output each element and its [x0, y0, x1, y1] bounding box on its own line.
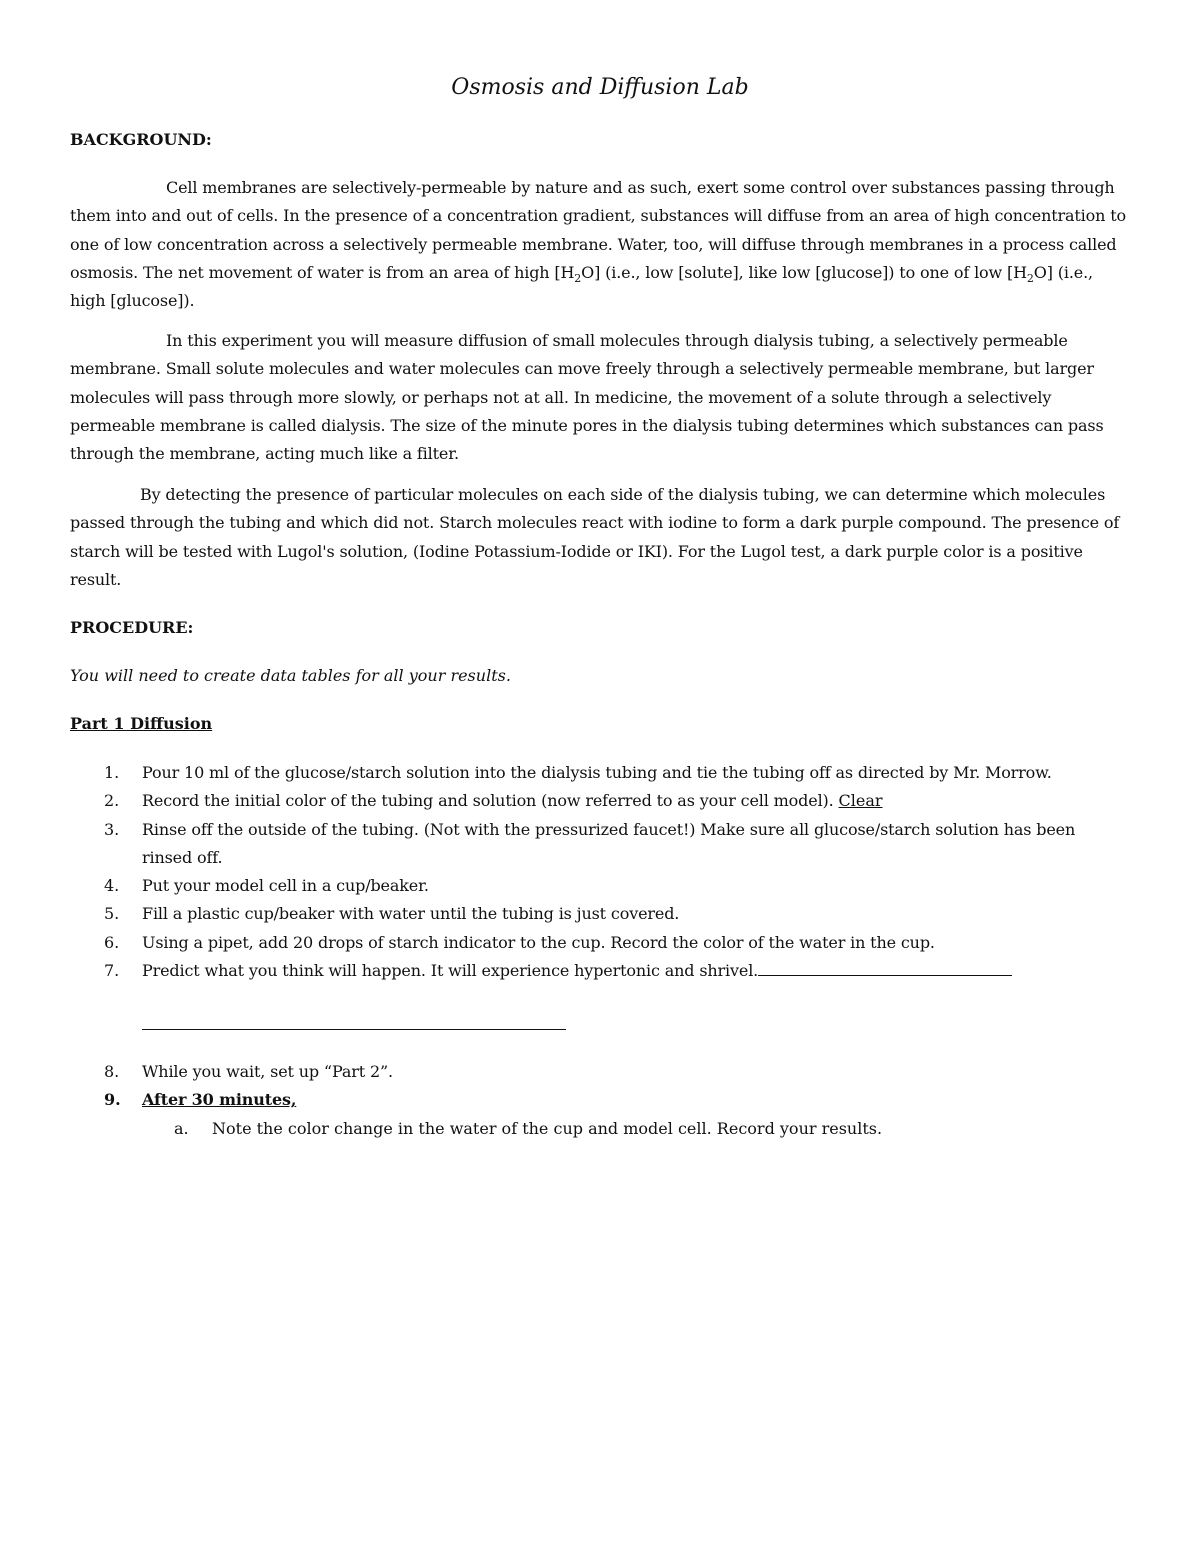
step-number: 3. [104, 819, 120, 839]
procedure-step [70, 929, 1130, 957]
step-number: 9. [104, 1090, 121, 1110]
step-number: 8. [104, 1062, 120, 1081]
step-text: Pour 10 ml of the glucose/starch solution into the dialysis tubing and tie the tubing off as directed by Mr. Morrow. [142, 763, 1052, 782]
paragraph-text: Cell membranes are selectively-permeable by nature and as such, exert some control over substances passing through them into and out of cells. In the presence of a concentration gradient, substances will diffuse from an area of high concentration to one of low concentration across a selectively permeable membrane. Water, too, will diffuse through membranes in a process called osmosis. The net movement of water is from an area of high [H [70, 178, 1126, 282]
procedure-step [70, 759, 1130, 787]
page-title: Osmosis and Diffusion Lab [451, 75, 749, 100]
procedure-substep [70, 1115, 1130, 1143]
procedure-step [70, 900, 1130, 928]
paragraph-text: O] (i.e., high [glucose]). [70, 262, 1093, 311]
step-text: Record the initial color of the tubing and solution (now referred to as your cell model). [142, 791, 839, 811]
procedure-step [70, 872, 1130, 900]
procedure-step [70, 816, 1130, 873]
background-paragraph-3: By detecting the presence of particular molecules on each side of the dialysis tubing, we can determine which molecules passed through the tubing and which did not. Starch molecules react with iodine to form a dark purple compound. The presence of starch will be tested with Lugol's solution, (Iodine Potassium-Iodide or IKI). For the Lugol test, a dark purple color is a positive result. [70, 485, 1120, 589]
procedure-heading: PROCEDURE: [70, 618, 194, 637]
step-number: 4. [104, 876, 120, 896]
subscript: 2 [574, 272, 582, 286]
background-heading: BACKGROUND: [70, 130, 212, 149]
step-number: 5. [104, 904, 120, 924]
step-text: Put your model cell in a cup/beaker. [142, 876, 429, 896]
procedure-step [70, 1058, 1130, 1086]
step-text: Rinse off the outside of the tubing. (Not with the pressurized faucet!) Make sure all glucose/starch solution has been rinsed off. [142, 819, 1076, 867]
background-paragraph-1 [70, 174, 1130, 315]
procedure-step [70, 1086, 1130, 1114]
procedure-step [70, 957, 1130, 985]
procedure-steps-list [70, 759, 1130, 985]
step-answer: Clear [838, 791, 883, 811]
answer-blank-line[interactable] [142, 1029, 566, 1030]
substep-text: Note the color change in the water of the cup and model cell. Record your results. [212, 1118, 883, 1138]
step-number: 2. [104, 791, 120, 811]
procedure-note: You will need to create data tables for all your results. [70, 666, 511, 685]
step-number: 6. [104, 932, 120, 952]
step-text: Fill a plastic cup/beaker with water until the tubing is just covered. [142, 904, 680, 924]
paragraph-text: O] (i.e., low [solute], like low [glucose]) to one of low [H [581, 262, 1027, 282]
step-text: After 30 minutes, [142, 1090, 297, 1110]
step-text: Predict what you think will happen. It will experience hypertonic and shrivel. [142, 961, 759, 981]
procedure-step [70, 787, 1130, 815]
step-number: 7. [104, 961, 120, 981]
background-paragraph-2: In this experiment you will measure diffusion of small molecules through dialysis tubing, a selectively permeable membrane. Small solute molecules and water molecules can move freely through a selectively permeable membrane, but larger molecules will pass through more slowly, or perhaps not at all. In medicine, the movement of a solute through a selectively permeable membrane is called dialysis. The size of the minute pores in the dialysis tubing determines which substances can pass through the membrane, acting much like a filter. [70, 331, 1104, 464]
answer-blank-line[interactable] [758, 957, 1012, 976]
substep-letter: a. [174, 1118, 189, 1138]
step-text: While you wait, set up “Part 2”. [142, 1062, 393, 1081]
step-number: 1. [104, 763, 120, 782]
part-1-title: Part 1 Diffusion [70, 714, 213, 733]
procedure-steps-list-continued [70, 1058, 1130, 1143]
subscript: 2 [1026, 272, 1034, 286]
step-text: Using a pipet, add 20 drops of starch indicator to the cup. Record the color of the water in the cup. [142, 932, 935, 952]
